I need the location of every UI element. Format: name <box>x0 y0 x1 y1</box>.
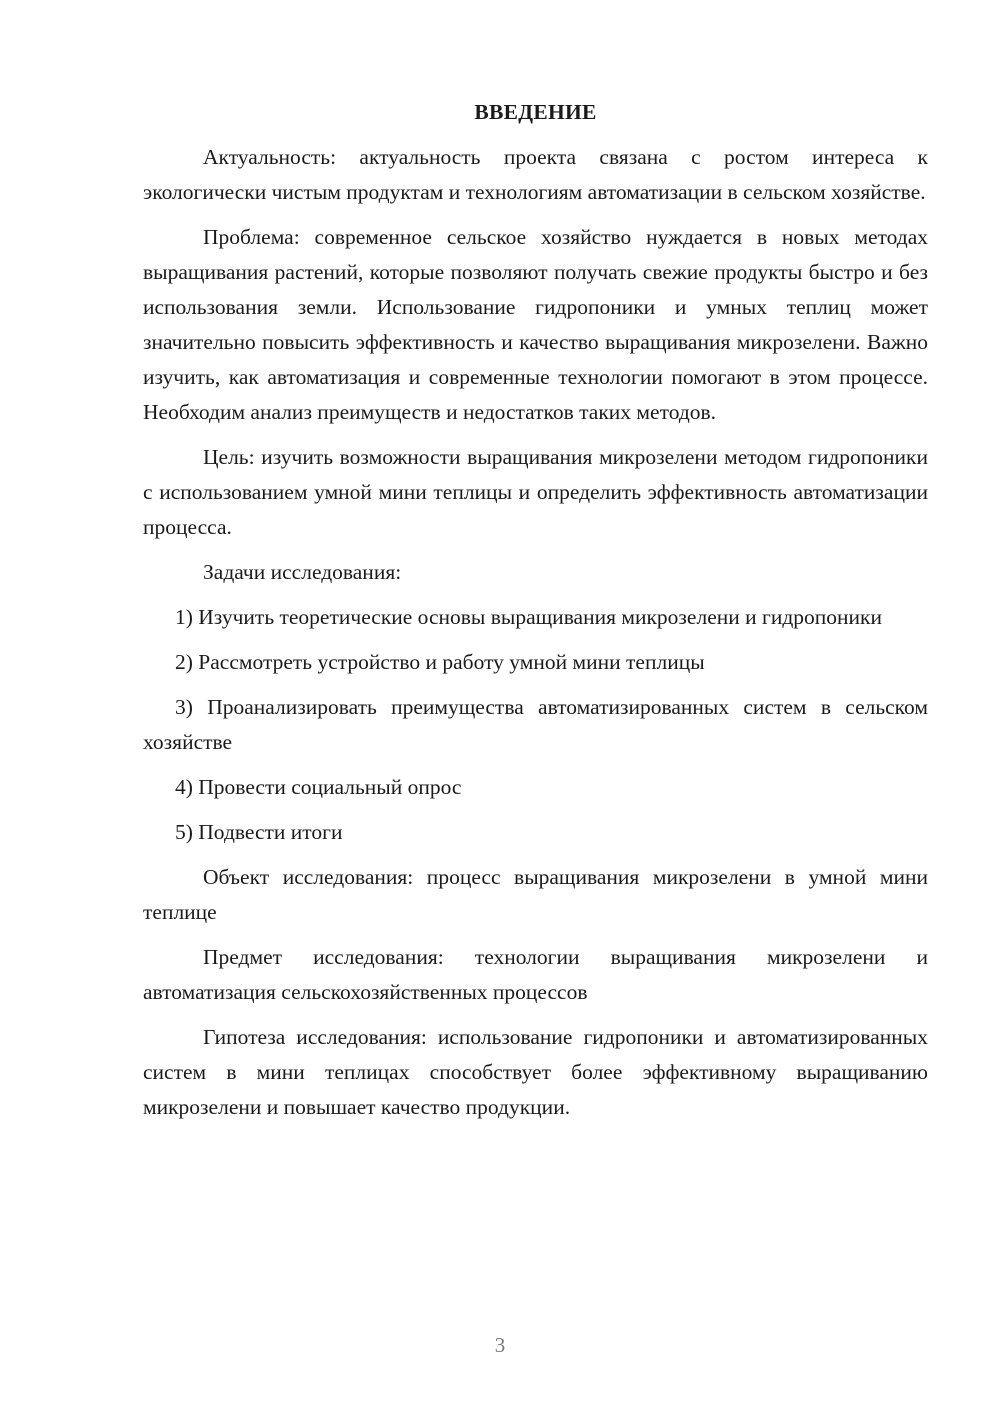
paragraph-hypothesis: Гипотеза исследования: использование гидропоники и автоматизированных систем в мини теплицах способствует более эффективному выращиванию микрозелени и повышает качество продукции. <box>143 1025 928 1119</box>
section-title: ВВЕДЕНИЕ <box>474 100 597 124</box>
tasks-list <box>143 600 928 850</box>
paragraph-relevance: Актуальность: актуальность проекта связана с ростом интереса к экологически чистым продуктам и технологиям автоматизации в сельском хозяйстве. <box>143 145 928 204</box>
list-item: 4) Провести социальный опрос <box>175 775 462 799</box>
document-page <box>143 95 928 1135</box>
paragraph-goal: Цель: изучить возможности выращивания микрозелени методом гидропоники с использованием умной мини теплицы и определить эффективность автоматизации процесса. <box>143 445 928 539</box>
list-item: 3) Проанализировать преимущества автоматизированных систем в сельском хозяйстве <box>143 695 928 754</box>
list-item: 1) Изучить теоретические основы выращивания микрозелени и гидропоники <box>175 605 882 629</box>
page-number: 3 <box>494 1333 506 1357</box>
paragraph-subject: Предмет исследования: технологии выращивания микрозелени и автоматизация сельскохозяйственных процессов <box>143 945 928 1004</box>
list-item: 2) Рассмотреть устройство и работу умной мини теплицы <box>175 650 705 674</box>
tasks-heading: Задачи исследования: <box>203 560 402 584</box>
paragraph-problem: Проблема: современное сельское хозяйство нуждается в новых методах выращивания растений, которые позволяют получать свежие продукты быстро и без использования земли. Использование гидропоники и умных теплиц может значительно повысить эффективность и качество выращивания микрозелени. Важно изучить, как автоматизация и современные технологии помогают в этом процессе. Необходим анализ преимуществ и недостатков таких методов. <box>143 225 928 424</box>
list-item: 5) Подвести итоги <box>175 820 343 844</box>
paragraph-object: Объект исследования: процесс выращивания микрозелени в умной мини теплице <box>143 865 928 924</box>
